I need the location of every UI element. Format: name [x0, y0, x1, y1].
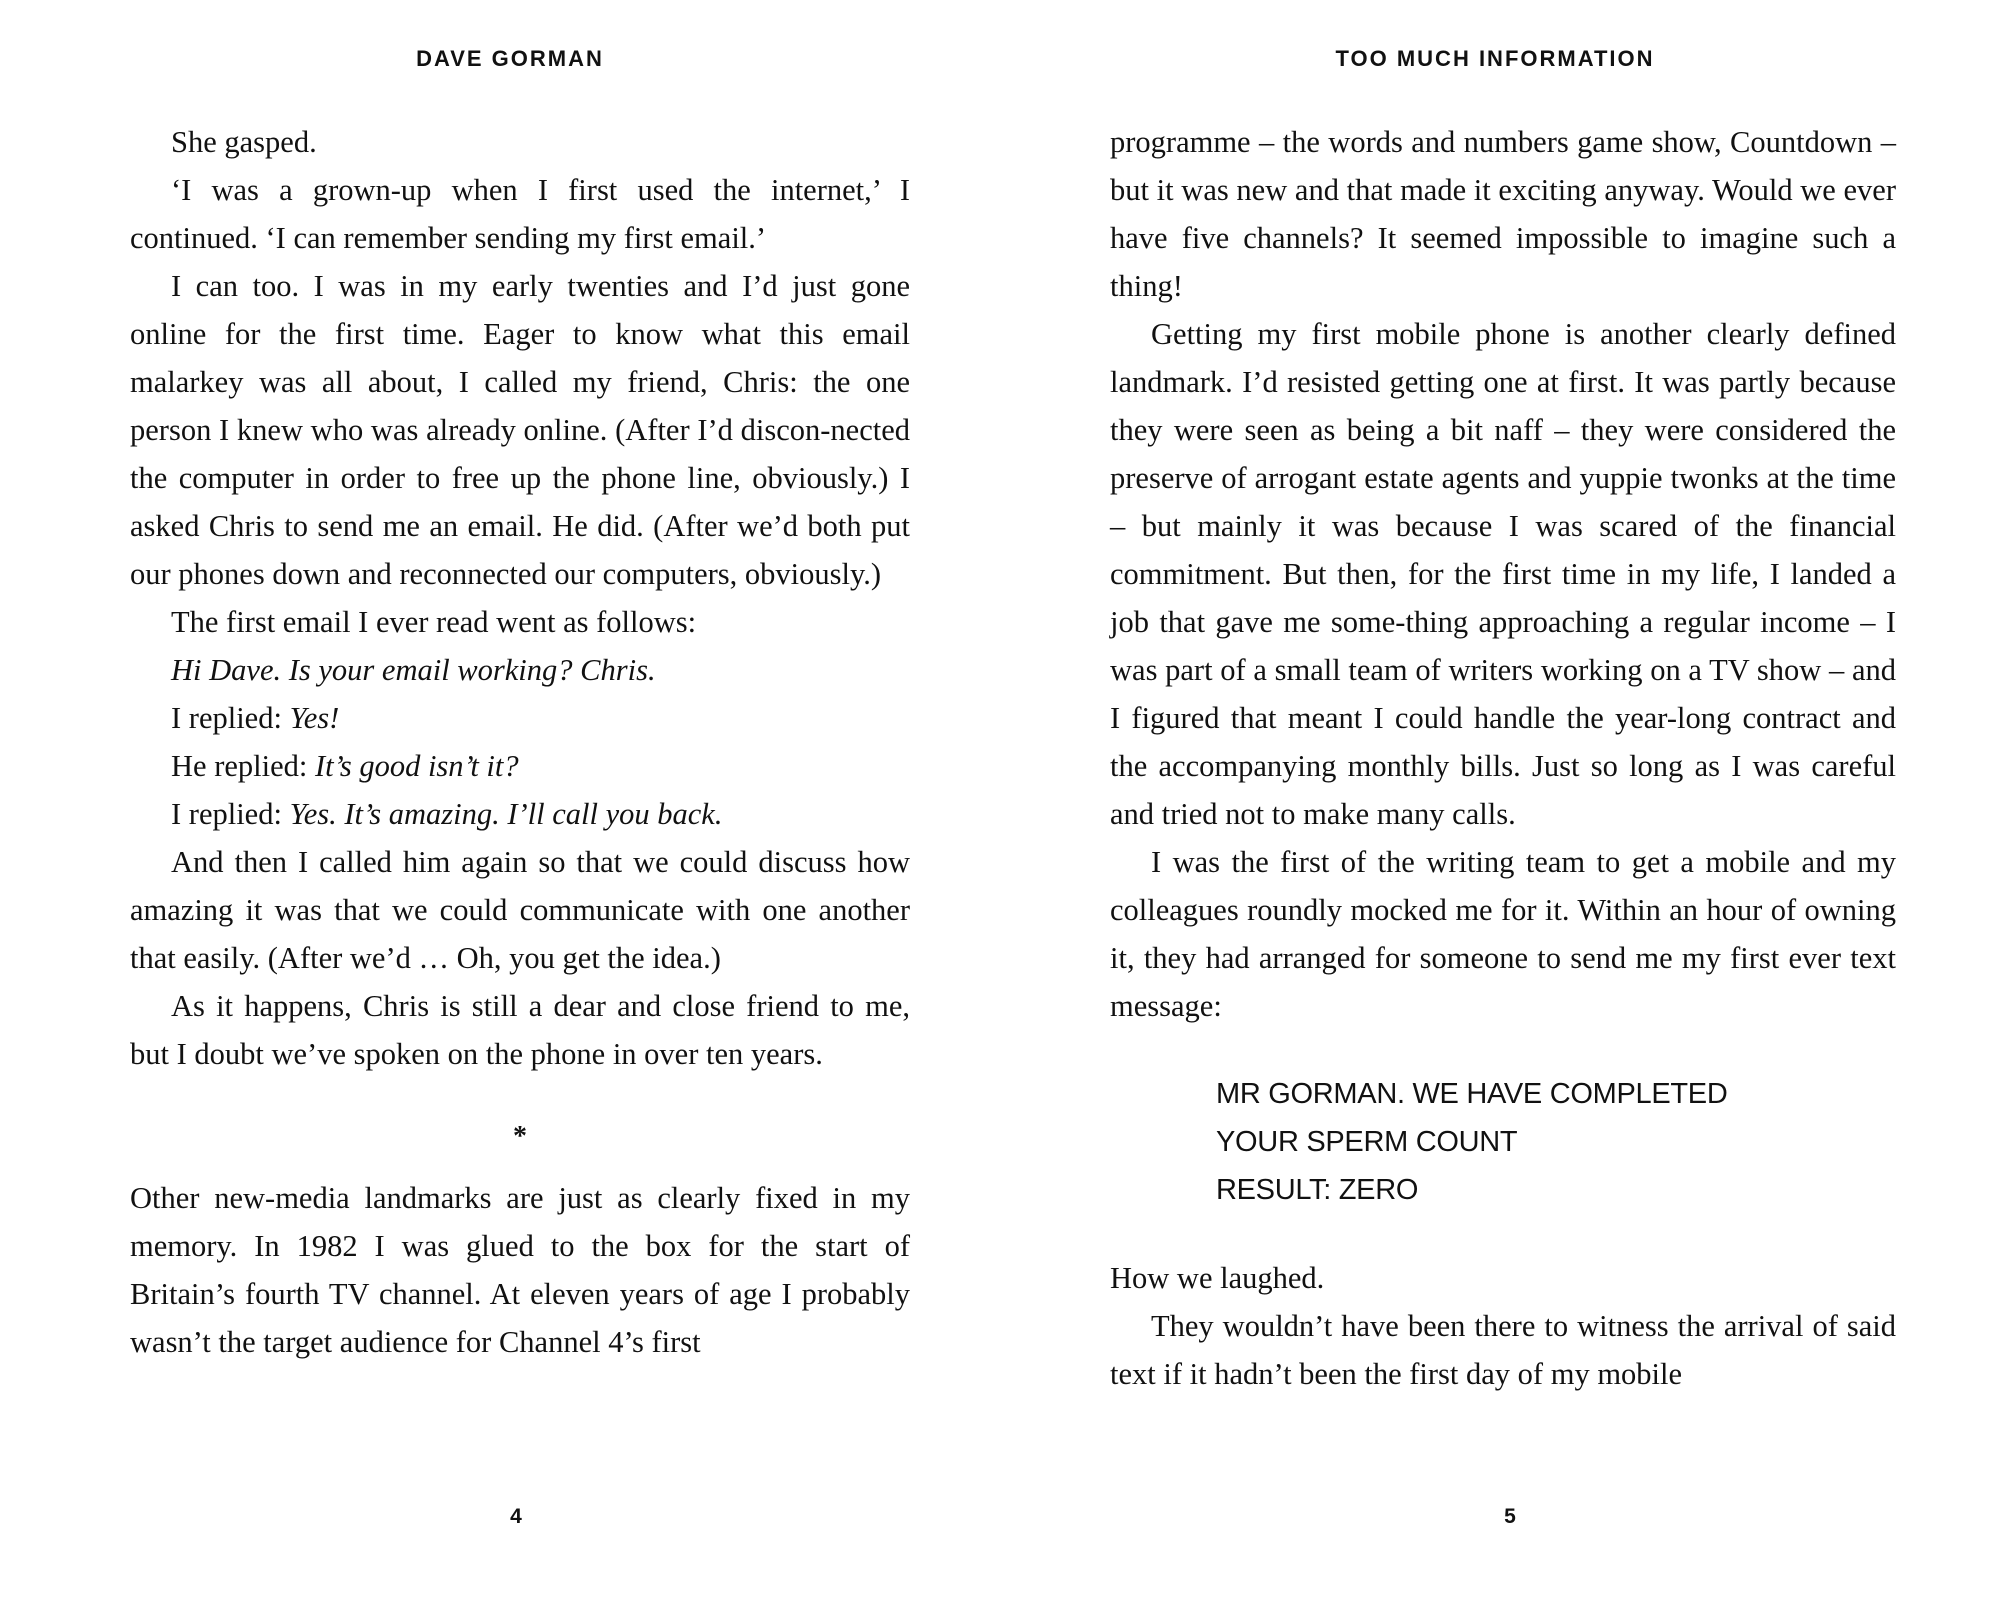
- email-quote-text: Hi Dave. Is your email working? Chris.: [171, 653, 656, 687]
- reply-line: [130, 694, 910, 742]
- section-break-asterisk: *: [513, 1121, 527, 1152]
- reply-quote: It’s good isn’t it?: [314, 749, 519, 783]
- paragraph: programme – the words and numbers game show, Countdown – but it was new and that made it exciting anyway. Would we ever have five channels? It seemed impossible to imagine such a thing!: [1110, 125, 1896, 303]
- paragraph: She gasped.: [171, 125, 317, 159]
- paragraph: I was the first of the writing team to get a mobile and my colleagues roundly mocked me for it. Within an hour of owning it, they had arranged for someone to send me my first ever text message:: [1110, 845, 1896, 1023]
- reply-lead: I replied:: [171, 701, 290, 735]
- left-body-text: [130, 118, 910, 1366]
- paragraph: Other new-media landmarks are just as clearly fixed in my memory. In 1982 I was glued to the box for the start of Britain’s fourth TV channel. At eleven years of age I probably wasn’t the target audience for Channel 4’s first: [130, 1181, 910, 1359]
- text-message-line: MR GORMAN. WE HAVE COMPLETED: [1216, 1078, 1728, 1110]
- right-body-text: [1110, 118, 1896, 1398]
- reply-quote: Yes. It’s amazing. I’ll call you back.: [289, 797, 723, 831]
- text-message-line: RESULT: ZERO: [1216, 1174, 1419, 1206]
- paragraph: How we laughed.: [1110, 1261, 1325, 1295]
- paragraph: And then I called him again so that we could discuss how amazing it was that we could communicate with one another that easily. (After we’d … Oh, you get the idea.): [130, 845, 910, 975]
- paragraph: As it happens, Chris is still a dear and close friend to me, but I doubt we’ve spoken on the phone in over ten years.: [130, 989, 910, 1071]
- running-head-author: DAVE GORMAN: [416, 46, 604, 71]
- text-message-block: [1110, 1070, 1896, 1214]
- reply-line: [130, 742, 910, 790]
- paragraph: I can too. I was in my early twenties and I’d just gone online for the first time. Eager to know what this email malarkey was all about, I called my friend, Chris: the one person I knew who was already online. (After I’d discon-nected the computer in order to free up the phone line, obviously.) I asked Chris to send me an email. He did. (After we’d both put our phones down and reconnected our computers, obviously.): [130, 269, 910, 591]
- paragraph: The first email I ever read went as follows:: [171, 605, 697, 639]
- text-message-line: YOUR SPERM COUNT: [1216, 1126, 1518, 1158]
- page-number: 4: [510, 1505, 522, 1528]
- paragraph: Getting my first mobile phone is another clearly defined landmark. I’d resisted getting one at first. It was partly because they were seen as being a bit naff – they were considered the preserve of arrogant estate agents and yuppie twonks at the time – but mainly it was because I was scared of the financial commitment. But then, for the first time in my life, I landed a job that gave me some-thing approaching a regular income – I was part of a small team of writers working on a TV show – and I figured that meant I could handle the year-long contract and the accompanying monthly bills. Just so long as I was careful and tried not to make many calls.: [1110, 317, 1896, 831]
- reply-quote: Yes!: [289, 701, 340, 735]
- right-page: [1000, 0, 2000, 1602]
- page-number: 5: [1504, 1505, 1516, 1528]
- running-head-title: TOO MUCH INFORMATION: [1335, 46, 1655, 71]
- reply-lead: He replied:: [171, 749, 315, 783]
- reply-line: [130, 790, 910, 838]
- paragraph: They wouldn’t have been there to witness the arrival of said text if it hadn’t been the first day of my mobile: [1110, 1309, 1896, 1391]
- paragraph: ‘I was a grown-up when I first used the internet,’ I continued. ‘I can remember sending my first email.’: [130, 173, 910, 255]
- email-quote: [130, 646, 910, 694]
- reply-lead: I replied:: [171, 797, 290, 831]
